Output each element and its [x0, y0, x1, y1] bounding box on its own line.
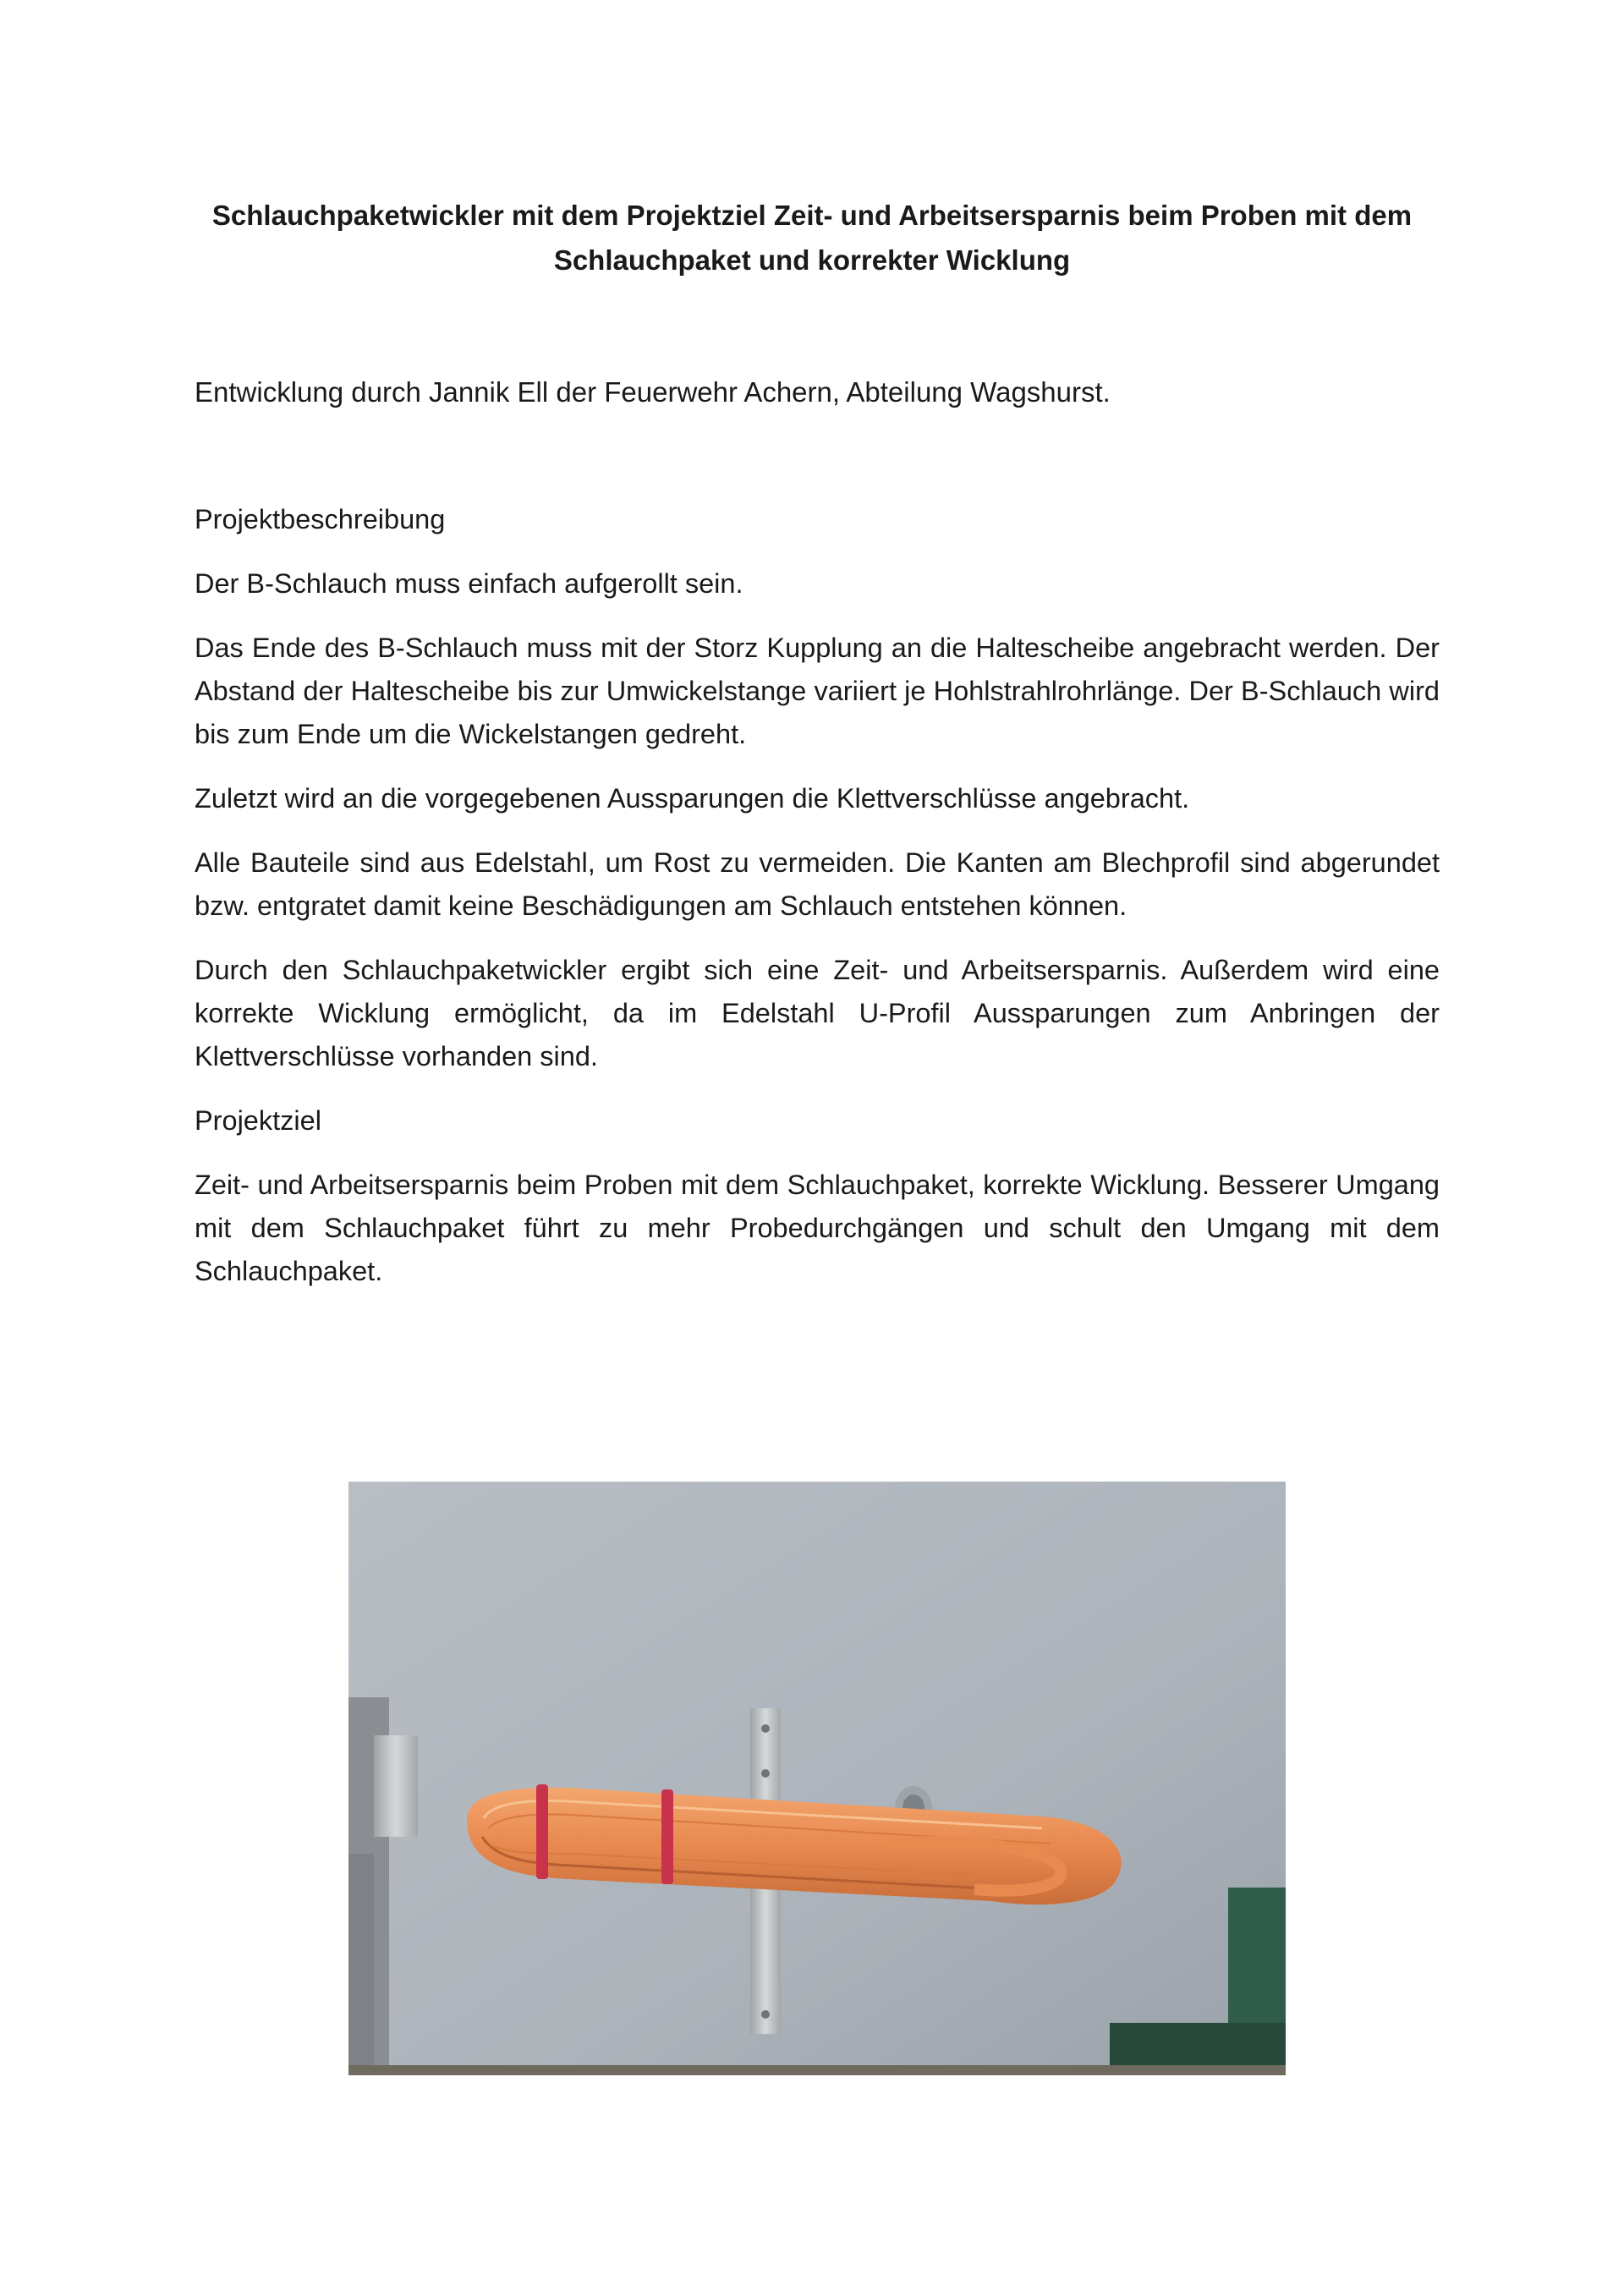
- paragraph-1: Der B-Schlauch muss einfach aufgerollt sein.: [195, 568, 743, 599]
- document-title: Schlauchpaketwickler mit dem Projektziel Zeit- und Arbeitsersparnis beim Proben mit dem Schlauchpaket und korrekter Wicklung: [211, 200, 1413, 276]
- paragraph-5: Durch den Schlauchpaketwickler ergibt sich eine Zeit- und Arbeitsersparnis. Außerdem wird eine korrekte Wicklung ermöglicht, da im Edelstahl U-Profil Aussparungen zum Anbringen der Klettverschlüsse vorhanden sind.: [195, 955, 1440, 1071]
- paragraph-2: Das Ende des B-Schlauch muss mit der Storz Kupplung an die Haltescheibe angebracht werden. Der Abstand der Haltescheibe bis zur Umwickelstange variiert je Hohlstrahlrohrlänge. Der B-Schlauch wird bis zum Ende um die Wickelstangen gedreht.: [195, 633, 1440, 749]
- document-body: [195, 498, 1440, 1314]
- section-heading-projektbeschreibung: Projektbeschreibung: [195, 504, 446, 534]
- section-heading-projektziel: Projektziel: [195, 1105, 321, 1136]
- paragraph-6: Zeit- und Arbeitsersparnis beim Proben mit dem Schlauchpaket, korrekte Wicklung. Besserer Umgang mit dem Schlauchpaket führt zu mehr Probedurchgängen und schult den Umgang mit dem Schlauchpaket.: [195, 1170, 1440, 1286]
- hose-winder-photo: [348, 1482, 1286, 2075]
- paragraph-4: Alle Bauteile sind aus Edelstahl, um Rost zu vermeiden. Die Kanten am Blechprofil sind abgerundet bzw. entgratet damit keine Beschädigungen am Schlauch entstehen können.: [195, 847, 1440, 921]
- coiled-fire-hose-photo-icon: [348, 1482, 1286, 2075]
- paragraph-3: Zuletzt wird an die vorgegebenen Aussparungen die Klettverschlüsse angebracht.: [195, 783, 1190, 814]
- author-line: Entwicklung durch Jannik Ell der Feuerwehr Achern, Abteilung Wagshurst.: [195, 376, 1111, 408]
